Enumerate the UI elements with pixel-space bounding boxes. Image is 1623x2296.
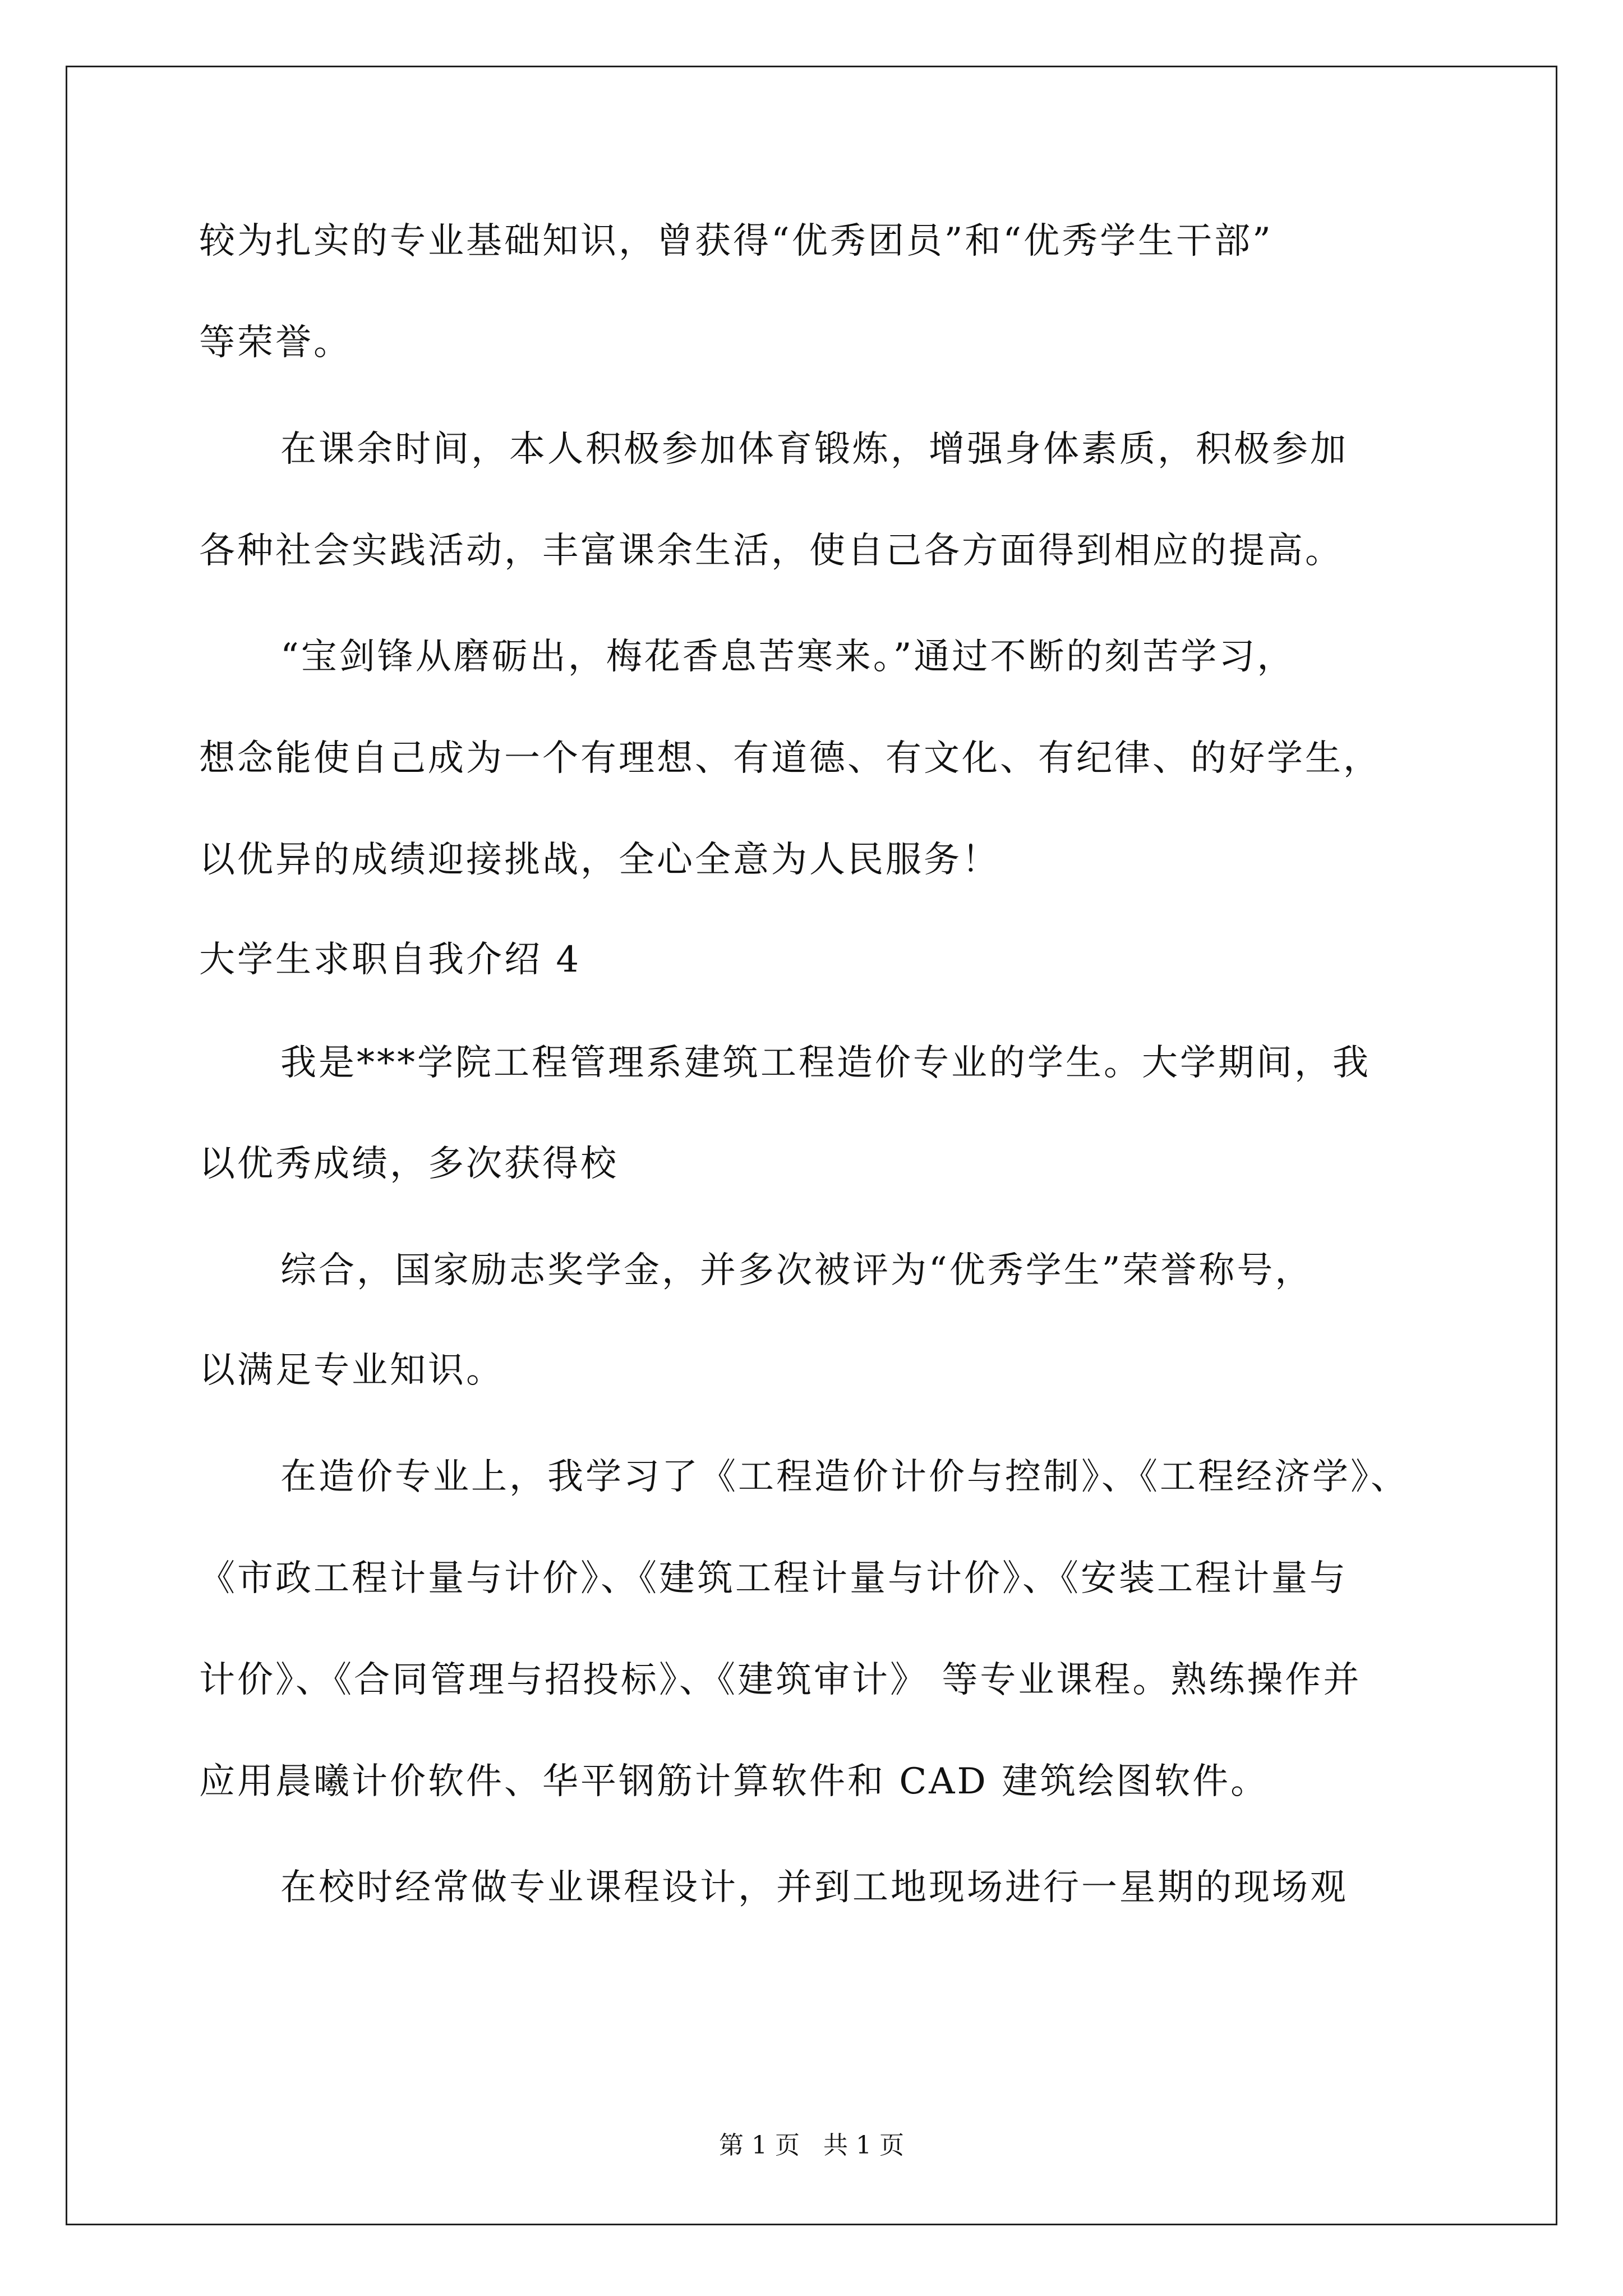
text-line: 应用晨曦计价软件、华平钢筋计算软件和 CAD 建筑绘图软件。 (199, 1761, 1269, 1802)
paragraph-start: 在校时经常做专业课程设计，并到工地现场进行一星期的现场观 (280, 1867, 1348, 1908)
paragraph-start: 我是***学院工程管理系建筑工程造价专业的学生。大学期间，我 (280, 1042, 1371, 1084)
text-line: 等荣誉。 (199, 322, 352, 364)
text-line: 《市政工程计量与计价》、《建筑工程计量与计价》、《安装工程计量与 (199, 1558, 1348, 1599)
paragraph-start: “宝剑锋从磨砺出，梅花香息苦寒来。”通过不断的刻苦学习， (280, 636, 1295, 678)
text-line: 以满足专业知识。 (199, 1350, 504, 1391)
text-line: 较为扎实的专业基础知识，曾获得“优秀团员”和“优秀学生干部” (199, 220, 1273, 262)
text-line: 各种社会实践活动，丰富课余生活，使自己各方面得到相应的提高。 (199, 530, 1343, 572)
text-line: 计价》、《合同管理与招投标》、《建筑审计》 等专业课程。熟练操作并 (199, 1659, 1362, 1701)
paragraph-start: 综合，国家励志奖学金，并多次被评为“优秀学生”荣誉称号， (280, 1250, 1313, 1291)
text-line: 以优秀成绩，多次获得校 (199, 1143, 619, 1185)
text-line: 以优异的成绩迎接挑战，全心全意为人民服务！ (199, 839, 1000, 881)
paragraph-start: 在造价专业上，我学习了《工程造价计价与控制》、《工程经济学》、 (280, 1456, 1409, 1498)
text-line: 想念能使自己成为一个有理想、有道德、有文化、有纪律、的好学生， (199, 738, 1381, 779)
paragraph-start: 在课余时间，本人积极参加体育锻炼，增强身体素质，积极参加 (280, 429, 1348, 470)
page-footer: 第 1 页 共 1 页 (719, 2131, 904, 2160)
section-heading: 大学生求职自我介绍 4 (199, 939, 582, 981)
